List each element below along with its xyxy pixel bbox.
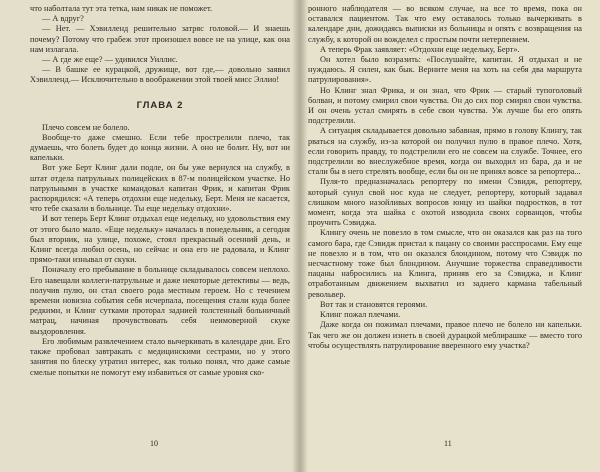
paragraph: А теперь Фрак заявляет: «Отдохни еще недельку, Берт». [320, 44, 520, 54]
paragraph: Клингу очень не повезло в том смысле, что он оказался как раз на того самого бара, где Сэвидж пристал к пацану со своими расспросами. Ему еще не повезло и в том, что он оказался блондином, потому что Сэвидж по несчастному тоже был блондином. Анучшие торжества справедливости пацаны набросились на Клинга, приняв его за Сэвиджа, и Клинг отработанным движением выхватил из заднего кармана табельный револьвер. [308, 228, 582, 299]
paragraph: Плечо совсем не болело. [42, 122, 130, 132]
paragraph: — Нет. — Хэвилленд решительно затряс головой.— И знаешь почему? Потому что грабеж этот произошел вовсе не на улице, как она нам излагала. [30, 24, 290, 54]
chapter-title: ГЛАВА 2 [136, 99, 184, 111]
paragraph: Вообще-то даже смешно. Если тебе прострелили плечо, так думаешь, что болеть будет до конца жизни. А оно не болит. Ну, вот ни капельки. [30, 132, 290, 163]
page-number: 10 [150, 439, 158, 448]
right-page [298, 0, 600, 472]
paragraph: ронного наблюдателя — во всяком случае, на все то время, пока он оставался пациентом. Так что ему оставалось только вычеркивать в календаре дни, дожидаясь выписки из больницы и опять с возвращения на службу, к которой он вожделел с простым почти нетерпением. [308, 4, 582, 44]
left-page-body-text [30, 123, 290, 378]
right-page-text [308, 4, 582, 351]
page-number: 11 [444, 439, 452, 448]
left-page-top-text [30, 4, 290, 86]
left-page [0, 0, 298, 472]
paragraph: Вот так и становятся героями. [320, 299, 428, 309]
paragraph: — В башке ее курацкой, дружище, вот где,— довольно заявил Хэвилленд.— Исключительно в воображении этой твоей мисс Эллио! [30, 65, 290, 85]
paragraph: И вот теперь Берт Клинг отдыхал еще недельку, но удовольствия ему от этого было мало. «Еще недельку» началась в понедельник, а сегодня был вторник, на улице, похоже, стоял прекрасный осенний день, и Клинг всегда любил осень, но сейчас и она его не радовала, и Клинг прямо-таки изнывал от скуки. [30, 214, 290, 265]
paragraph: Даже когда он пожимал плечами, правое плечо не болело ни капельки. Так чего же он должен изнеть в своей дурацкой меблирашке — вместо того чтобы осуществлять патрулирование вверенного ему участка? [308, 320, 582, 350]
paragraph: — А где же еще? — удивился Уиллис. [42, 55, 178, 65]
paragraph: что наболтала тут эта тетка, нам никак не поможет. [30, 4, 213, 13]
paragraph: Он хотел было возразить: «Послушайте, капитан. Я отдыхал и не нуждаюсь. Я силен, как бык. Верните меня на хоть на себя два маршрута патрулирования». [308, 55, 582, 85]
paragraph: Но Клинг знал Фрика, и он знал, что Фрик — старый тупоголовый болван, и потому смирил свои чувства. Он до сих пор смирял свои чувства. И он очень устал смирять в себе свои чувства. Уж лучше бы его опять подстрелили. [308, 85, 582, 126]
paragraph: Пуля-то предназначалась репортеру по имени Сэвидж, репортеру, который сунул свой нос куда не следует, репортеру, который задавал слишком много назойливых вопросов юнцу из шайки подростков, в тот момент, когда эта шайка с охотой изводила своих сорванцов, чтобы проучить Сэвиджа. [308, 177, 582, 228]
paragraph: Клинг пожал плечами. [320, 310, 401, 320]
paragraph: А ситуация складывается довольно забавная, прямо в голову Клингу, так рваться на службу, из-за которой он получил пулю в правое плечо. Хотя, если говорить правду, то подстрелили его не совсем на службе. Точнее, его подстрелили во внеслужебное время, когда он выходил из бара, да и не стали бы в него стрелять вообще, если бы он не принял вовсе за репортера... [308, 126, 582, 177]
paragraph: — А вдруг? [42, 14, 84, 24]
paragraph: Его любимым развлечением стало вычеркивать в календаре дни. Его также пробовал завтракать с медицинскими сестрами, но у этого занятия по блеску утратил интерес, как только понял, что даже самые смелые попытки не помогут ему избавиться от самые уровня ско- [30, 336, 290, 377]
paragraph: Поначалу его пребывание в больнице складывалось совсем неплохо. Его навещали коллеги-патрульные и даже некоторые детективы — ведь, получив пулю, он стал своего рода местным героем. Но с течением времени новизна события себя исчерпала, посещения стали куда более редкими, и Клинг сутками проторал заднией толстенный больничный матрац, начиная прочувствовать себя неимоверной скуке выздоровления. [30, 265, 290, 336]
paragraph: Вот уже Берт Клинг дали подле, он бы уже вернулся на службу, в штат отдела патрульных полицейских в 87-м полицейском участке. Но патрульными в участке командовал капитан Фрик, и капитан Фрик распорядился: «А теперь отдохни еще недельку, Берт. Меня не касается, что тебе сказали в больнице. Ты еще недельку отдохни». [30, 163, 290, 214]
